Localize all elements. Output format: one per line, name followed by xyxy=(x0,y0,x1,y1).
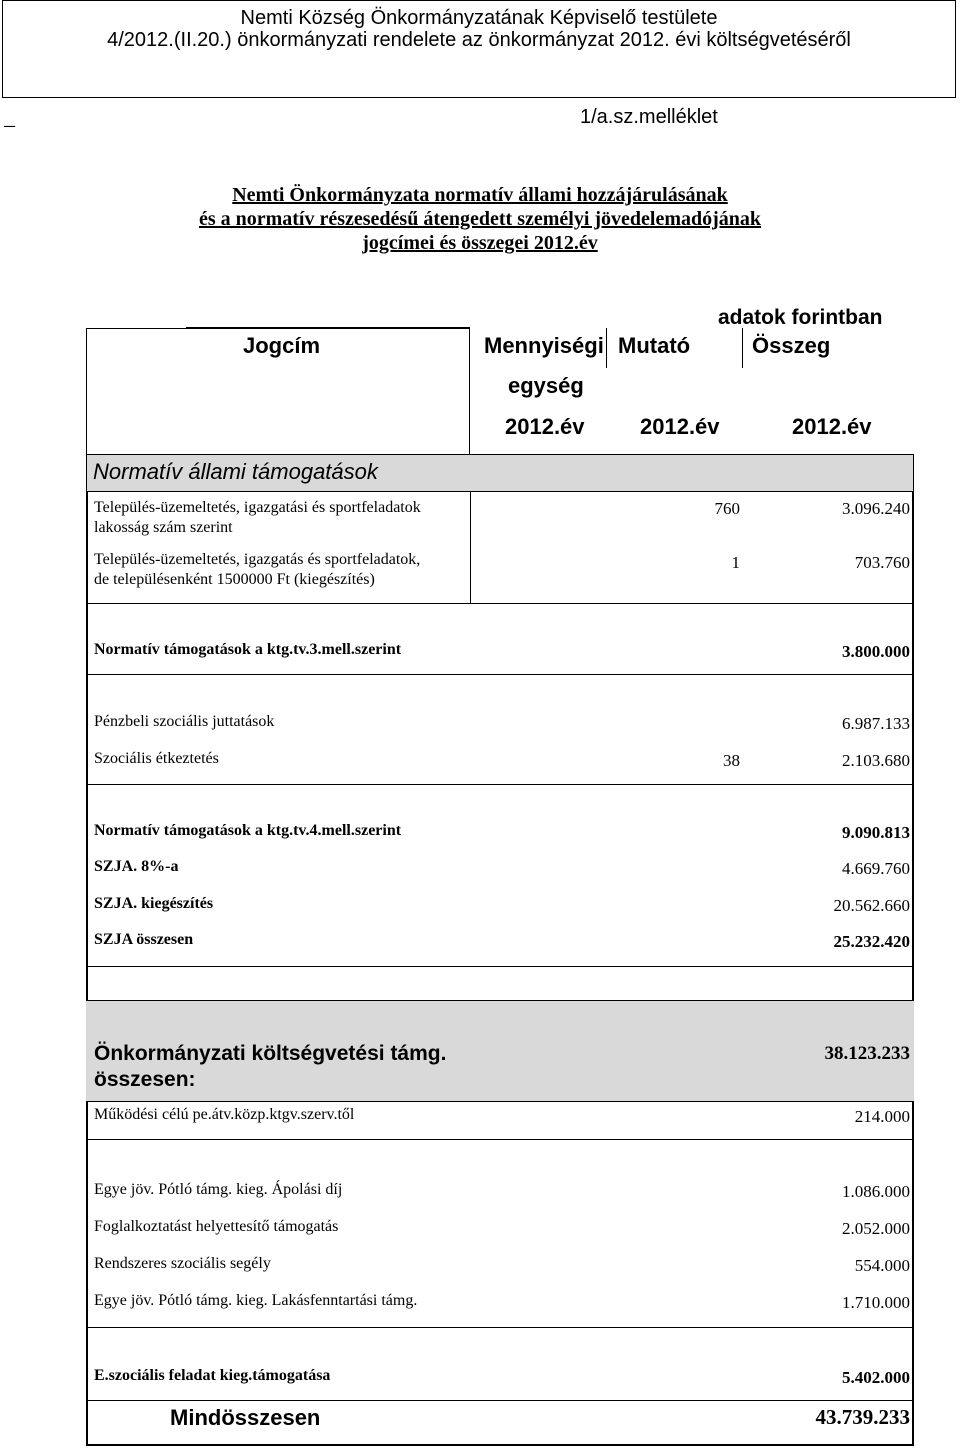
total-label xyxy=(94,1041,446,1093)
col-divider xyxy=(742,328,743,368)
col-mutato: Mutató xyxy=(618,333,691,358)
row-divider xyxy=(86,1400,914,1401)
document-title xyxy=(0,183,960,255)
row-label: Szociális étkeztetés xyxy=(94,750,219,767)
row-label: SZJA. 8%-a xyxy=(94,858,179,875)
row-label xyxy=(94,498,421,538)
row-sum: 703.760 xyxy=(854,553,910,572)
grand-total-label: Mindösszesen xyxy=(170,1405,321,1430)
row-label: Normatív támogatások a ktg.tv.3.mell.szerint xyxy=(94,641,402,658)
row-label: Pénzbeli szociális juttatások xyxy=(94,713,275,730)
row-label-line: lakosság szám szerint xyxy=(94,519,233,536)
row-label: Rendszeres szociális segély xyxy=(94,1255,271,1272)
header-line-2: 4/2012.(II.20.) önkormányzati rendelete az önkormányzat 2012. évi költségvetéséről xyxy=(107,29,851,51)
row-label: Működési célú pe.átv.közp.ktgv.szerv.től xyxy=(94,1106,355,1123)
grand-total-sum: 43.739.233 xyxy=(815,1405,910,1429)
total-block xyxy=(86,1001,914,1101)
row-divider xyxy=(86,784,914,785)
row-divider xyxy=(86,1327,914,1328)
row-sum: 3.096.240 xyxy=(842,499,910,518)
row-mutato: 1 xyxy=(731,553,740,572)
row-sum: 6.987.133 xyxy=(842,714,910,733)
annex-label: 1/a.sz.melléklet xyxy=(580,106,718,128)
title-line-3: jogcímei és összegei 2012.év xyxy=(362,232,598,254)
col-egyseg: egység xyxy=(508,373,584,398)
row-divider xyxy=(86,966,914,967)
row-sum: 4.669.760 xyxy=(842,859,910,878)
row-sum: 1.710.000 xyxy=(842,1293,910,1312)
row-sum: 3.800.000 xyxy=(842,642,910,661)
row-label: Egye jöv. Pótló támg. kieg. Ápolási díj xyxy=(94,1181,343,1198)
col-divider xyxy=(470,491,471,603)
row-divider xyxy=(86,674,914,675)
col-year-2: 2012.év xyxy=(640,414,720,439)
row-label: Egye jöv. Pótló támg. kieg. Lakásfenntartási támg. xyxy=(94,1292,418,1309)
title-line-1: Nemti Önkormányzata normatív állami hozzájárulásának xyxy=(232,184,728,206)
col-mennyisegi: Mennyiségi xyxy=(484,333,604,358)
section-title: Normatív állami támogatások xyxy=(93,459,378,484)
row-sum: 5.402.000 xyxy=(842,1368,910,1387)
row-label: E.szociális feladat kieg.támogatása xyxy=(94,1367,331,1384)
row-divider xyxy=(86,1101,914,1102)
document-header xyxy=(2,0,956,98)
row-sum: 2.103.680 xyxy=(842,751,910,770)
row-sum: 214.000 xyxy=(854,1107,910,1126)
left-mark: _ xyxy=(4,104,15,129)
row-label: Normatív támogatások a ktg.tv.4.mell.szerint xyxy=(94,822,402,839)
row-sum: 20.562.660 xyxy=(833,896,910,915)
row-sum: 9.090.813 xyxy=(842,823,910,842)
row-sum: 1.086.000 xyxy=(842,1182,910,1201)
unit-note: adatok forintban xyxy=(718,306,883,329)
total-label-line: Önkormányzati költségvetési támg. xyxy=(94,1042,447,1065)
row-divider xyxy=(86,603,914,604)
col-jogcim: Jogcím xyxy=(243,333,321,358)
col-year-3: 2012.év xyxy=(792,414,872,439)
col-osszeg: Összeg xyxy=(752,333,831,358)
row-sum: 25.232.420 xyxy=(833,932,910,951)
row-mutato: 760 xyxy=(714,499,740,518)
col-divider xyxy=(606,328,607,368)
col-year-1: 2012.év xyxy=(505,414,585,439)
section-header-row xyxy=(86,454,914,492)
row-divider xyxy=(86,1139,914,1140)
row-sum: 554.000 xyxy=(854,1256,910,1275)
row-label-line: Település-üzemeltetés, igazgatás és sportfeladatok, xyxy=(94,551,421,568)
header-line-1: Nemti Község Önkormányzatának Képviselő testülete xyxy=(240,7,718,29)
title-line-2: és a normatív részesedésű átengedett személyi jövedelemadójának xyxy=(198,208,762,230)
total-sum: 38.123.233 xyxy=(824,1043,910,1064)
row-mutato: 38 xyxy=(723,751,740,770)
row-label: SZJA. kiegészítés xyxy=(94,895,214,912)
row-label xyxy=(94,550,420,590)
row-label-line: Település-üzemeltetés, igazgatási és sportfeladatok xyxy=(94,499,421,516)
row-sum: 2.052.000 xyxy=(842,1219,910,1238)
row-label: Foglalkoztatást helyettesítő támogatás xyxy=(94,1218,339,1235)
row-label: SZJA összesen xyxy=(94,931,194,948)
row-label-line: de településenként 1500000 Ft (kiegészítés) xyxy=(94,571,375,588)
total-label-line: összesen: xyxy=(94,1068,196,1091)
